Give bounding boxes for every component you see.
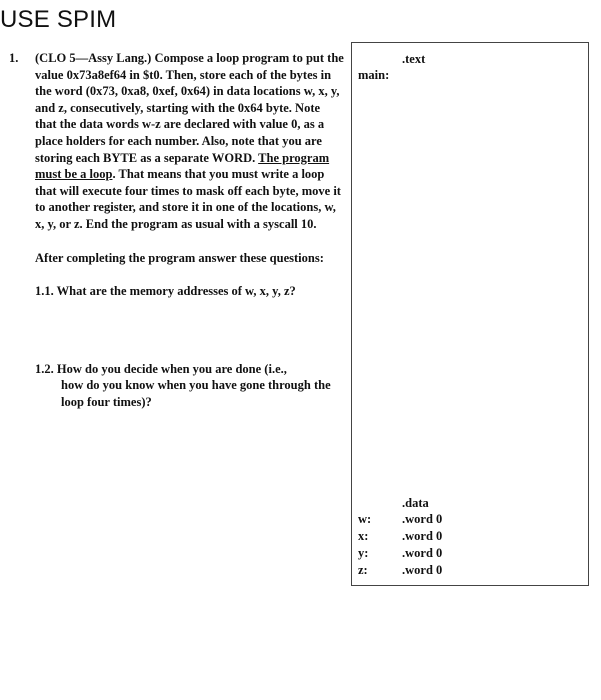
subquestion-1-2-continued: how do you know when you have gone through the loop four times)?	[61, 378, 331, 409]
var-directive: .word 0	[402, 529, 443, 543]
data-var-y	[358, 545, 558, 562]
data-var-z	[358, 562, 558, 579]
question-text-underlined: The program must be a loop	[35, 150, 330, 182]
question-text-part1: (CLO 5—Assy Lang.) Compose a loop program to put the value 0x73a8ef64 in $t0. Then, store each of the bytes in the word (0x73, 0xa8, 0xef, 0x64) in data locations w, x, y, and z, consecutively, starting with the 0x64 byte. Note that the data words w-z are declared with value 0, as a place holders for each number. Also, note that you are storing each BYTE as a separate WORD.	[35, 51, 344, 165]
var-directive: .word 0	[402, 546, 443, 560]
page-title: USE SPIM	[0, 6, 117, 33]
data-directive: .data	[402, 496, 429, 510]
data-var-x	[358, 528, 558, 545]
question-number: 1.	[9, 51, 19, 65]
question-text	[35, 50, 344, 233]
question-body	[35, 50, 344, 411]
var-label: z:	[358, 563, 368, 577]
subquestion-1-2: 1.2. How do you decide when you are done (i.e.,	[35, 361, 287, 376]
main-label: main:	[358, 68, 390, 82]
var-label: x:	[358, 529, 369, 543]
code-template-box	[351, 42, 589, 586]
var-directive: .word 0	[402, 563, 443, 577]
var-label: y:	[358, 546, 369, 560]
question-text-part2: . That means that you must write a loop that will execute four times to mask off each byte, move it to another register, and store it in one of the locations, w, x, y, or z. End the program as usual with a syscall 10.	[35, 167, 341, 231]
var-label: w:	[358, 512, 372, 526]
subquestion-1-1: 1.1. What are the memory addresses of w, x, y, z?	[35, 284, 296, 299]
question-1-row	[9, 50, 344, 411]
question-1	[9, 50, 344, 411]
after-completing-text: After completing the program answer these questions:	[35, 250, 324, 265]
data-var-w	[358, 511, 558, 528]
text-directive: .text	[402, 52, 426, 66]
var-directive: .word 0	[402, 512, 443, 526]
